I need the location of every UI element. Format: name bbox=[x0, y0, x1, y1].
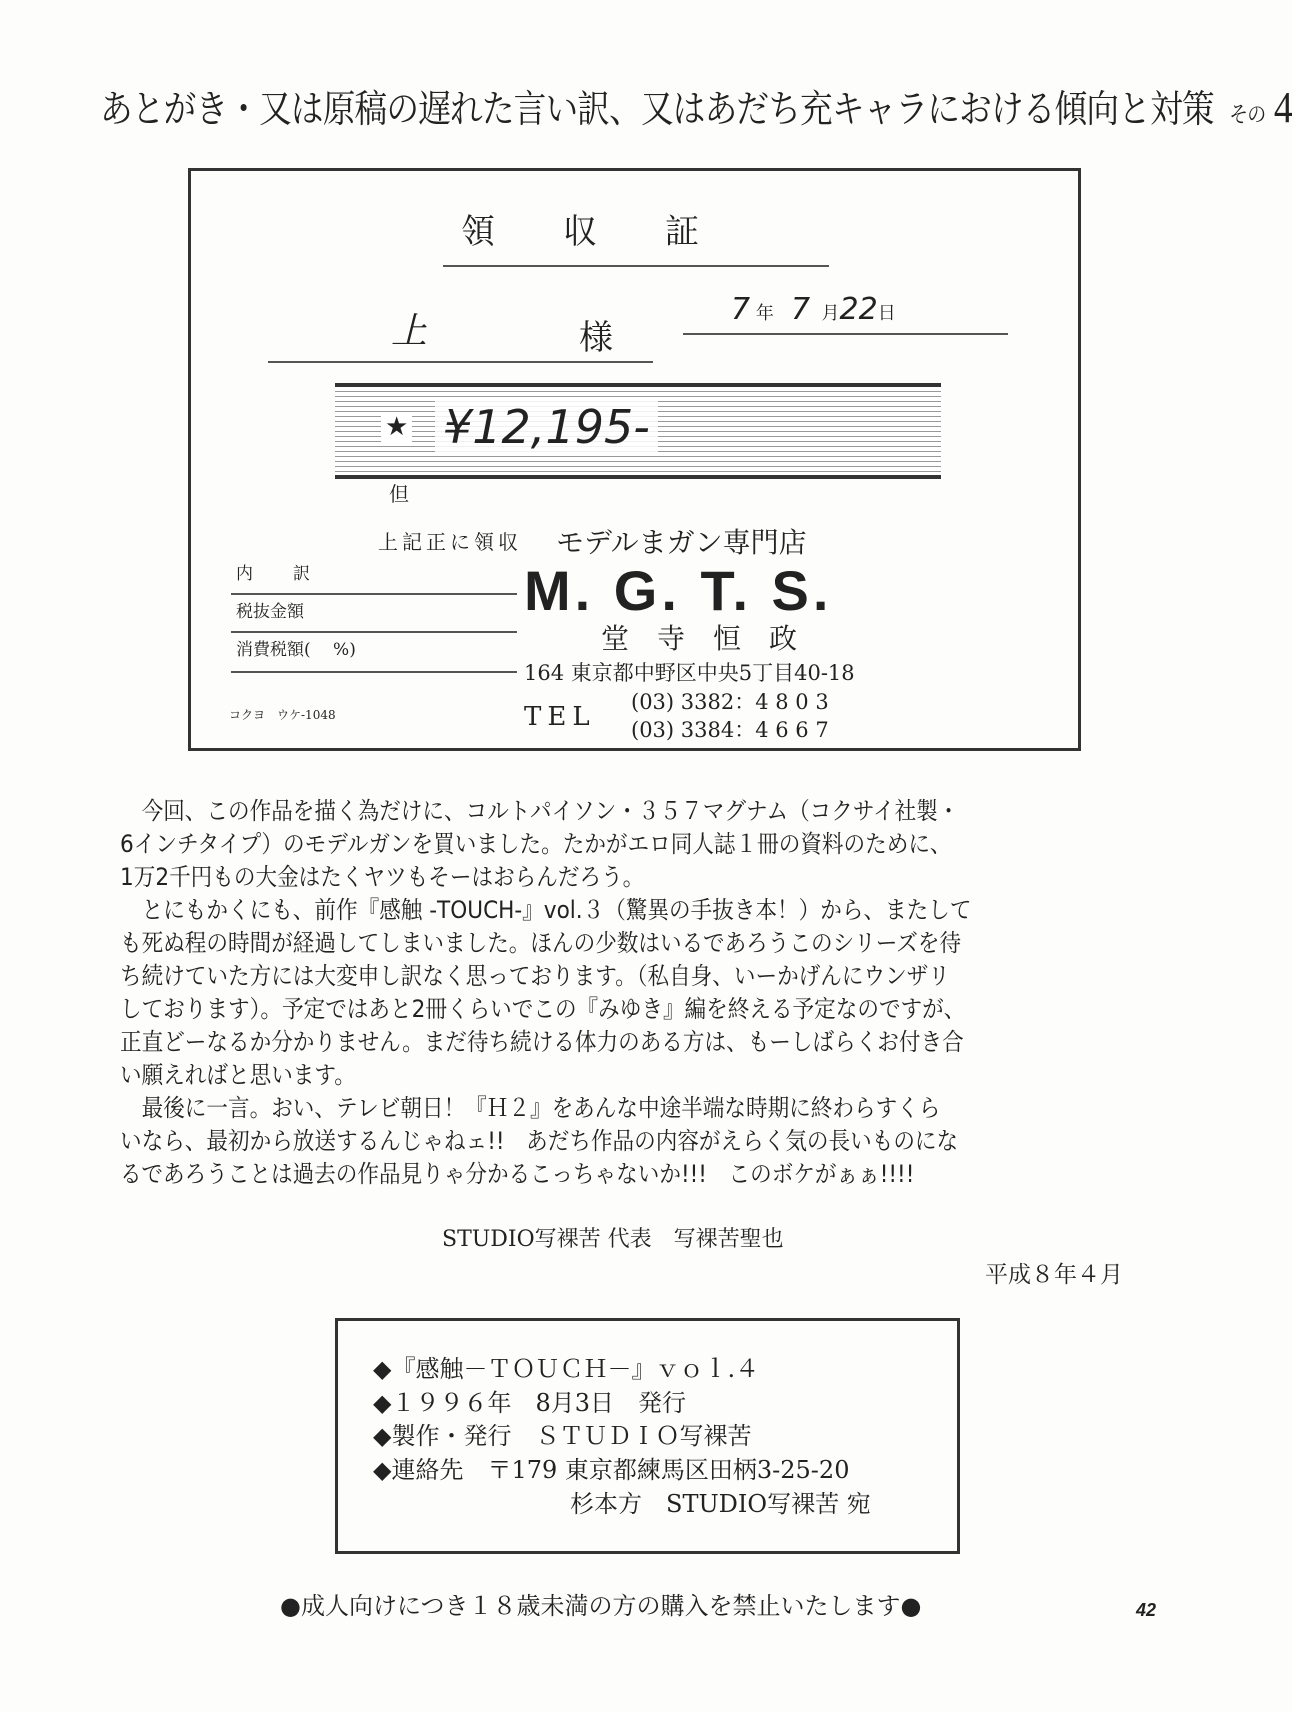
store-phone: (03) 3382：4 8 0 3 bbox=[631, 690, 829, 714]
amount-field bbox=[335, 383, 941, 479]
star-icon: ★ bbox=[381, 413, 412, 443]
text-line: とにもかくにも、前作『感触 -TOUCH-』vol.３（驚異の手抜き本！）から、またして bbox=[120, 896, 972, 924]
title-number: 4 bbox=[1273, 83, 1292, 132]
store-owner: 堂 寺 恒 政 bbox=[601, 622, 798, 655]
colophon-line: ◆連絡先 〒179 東京都練馬区田柄3-25-20 bbox=[373, 1456, 850, 1484]
page-title bbox=[100, 78, 1292, 133]
text-line: 今回、この作品を描く為だけに、コルトパイソン・３５７マグナム（コクサイ社製・ bbox=[120, 797, 960, 825]
text-line: しております）。予定ではあと2冊くらいでこの『みゆき』編を終える予定なのですが、 bbox=[120, 995, 966, 1023]
colophon-line: 杉本方 STUDIO写裸苦 宛 bbox=[570, 1490, 871, 1518]
text-line: も死ぬ程の時間が経過してしまいました。ほんの少数はいるであろうこのシリーズを待 bbox=[120, 929, 962, 957]
page-number: 42 bbox=[1136, 1600, 1157, 1620]
receipt-recipient: 上 bbox=[391, 311, 428, 352]
text-line: るであろうことは過去の作品見りゃ分かるこっちゃないか!!! このボケがぁぁ!!!! bbox=[120, 1160, 915, 1188]
text-line: いなら、最初から放送するんじゃねェ!! あだち作品の内容がえらく気の長いものにな bbox=[120, 1127, 959, 1155]
text-line: 1万2千円もの大金はたくヤツもそーはおらんだろう。 bbox=[120, 863, 645, 891]
text-line: い願えればと思います。 bbox=[120, 1061, 356, 1089]
colophon-box bbox=[335, 1318, 960, 1554]
receipt-sama: 様 bbox=[579, 318, 613, 358]
receipt-heading: 領 収 証 bbox=[461, 212, 699, 252]
divider bbox=[683, 333, 1008, 335]
signature: STUDIO写裸苦 代表 写裸苦聖也 bbox=[442, 1227, 784, 1252]
afterword-text bbox=[120, 795, 1180, 1191]
divider bbox=[231, 593, 517, 595]
store-address: 164 東京都中野区中央5丁目40-18 bbox=[524, 661, 855, 685]
receipt-store-type: モデルまガン専門店 bbox=[556, 526, 807, 559]
receipt-tadashi: 但 bbox=[389, 482, 409, 506]
receipt-received-text: 上記正に領収 bbox=[378, 530, 522, 554]
text-line: 最後に一言。おい、テレビ朝日！『Ｈ２』をあんな中途半端な時期に終わらすくら bbox=[120, 1094, 941, 1122]
pretax-label: 税抜金額 bbox=[236, 602, 304, 622]
text-line: 6インチタイプ）のモデルガンを買いました。たかがエロ同人誌１冊の資料のために、 bbox=[120, 830, 952, 858]
tel-label: TEL bbox=[524, 702, 596, 732]
tax-label: 消費税額( %) bbox=[236, 640, 356, 660]
divider bbox=[268, 361, 653, 363]
colophon-line: ◆『感触－ＴＯＵＣＨ－』ｖｏｌ.４ bbox=[373, 1355, 760, 1383]
text-line: 正直どーなるか分かりません。まだ待ち続ける体力のある方は、もーしばらくお付き合 bbox=[120, 1028, 964, 1056]
form-code: コクヨ ウケ-1048 bbox=[229, 708, 336, 722]
colophon-line: ◆製作・発行 ＳＴＵＤＩＯ写裸苦 bbox=[373, 1422, 752, 1450]
age-warning: ●成人向けにつき１８歳未満の方の購入を禁止いたします● bbox=[280, 1592, 922, 1620]
title-main: あとがき・又は原稿の遅れた言い訳、又はあだち充キャラにおける傾向と対策 bbox=[100, 87, 1214, 131]
date: 平成８年４月 bbox=[985, 1262, 1123, 1288]
receipt-date: 7 年 7 月22日 bbox=[731, 292, 896, 327]
title-sono: その bbox=[1229, 103, 1266, 128]
divider bbox=[443, 265, 829, 267]
text-line: ち続けていた方には大変申し訳なく思っております。（私自身、いーかげんにウンザリ bbox=[120, 962, 950, 990]
divider bbox=[231, 631, 517, 633]
divider bbox=[231, 671, 517, 673]
receipt-amount: ¥12,195- bbox=[435, 401, 658, 454]
store-phone: (03) 3384：4 6 6 7 bbox=[631, 718, 829, 742]
store-name: M. G. T. S. bbox=[524, 559, 833, 622]
colophon-line: ◆１９９６年 8月3日 発行 bbox=[373, 1389, 686, 1417]
receipt-image bbox=[188, 168, 1081, 751]
breakdown-label: 内 訳 bbox=[236, 564, 312, 584]
